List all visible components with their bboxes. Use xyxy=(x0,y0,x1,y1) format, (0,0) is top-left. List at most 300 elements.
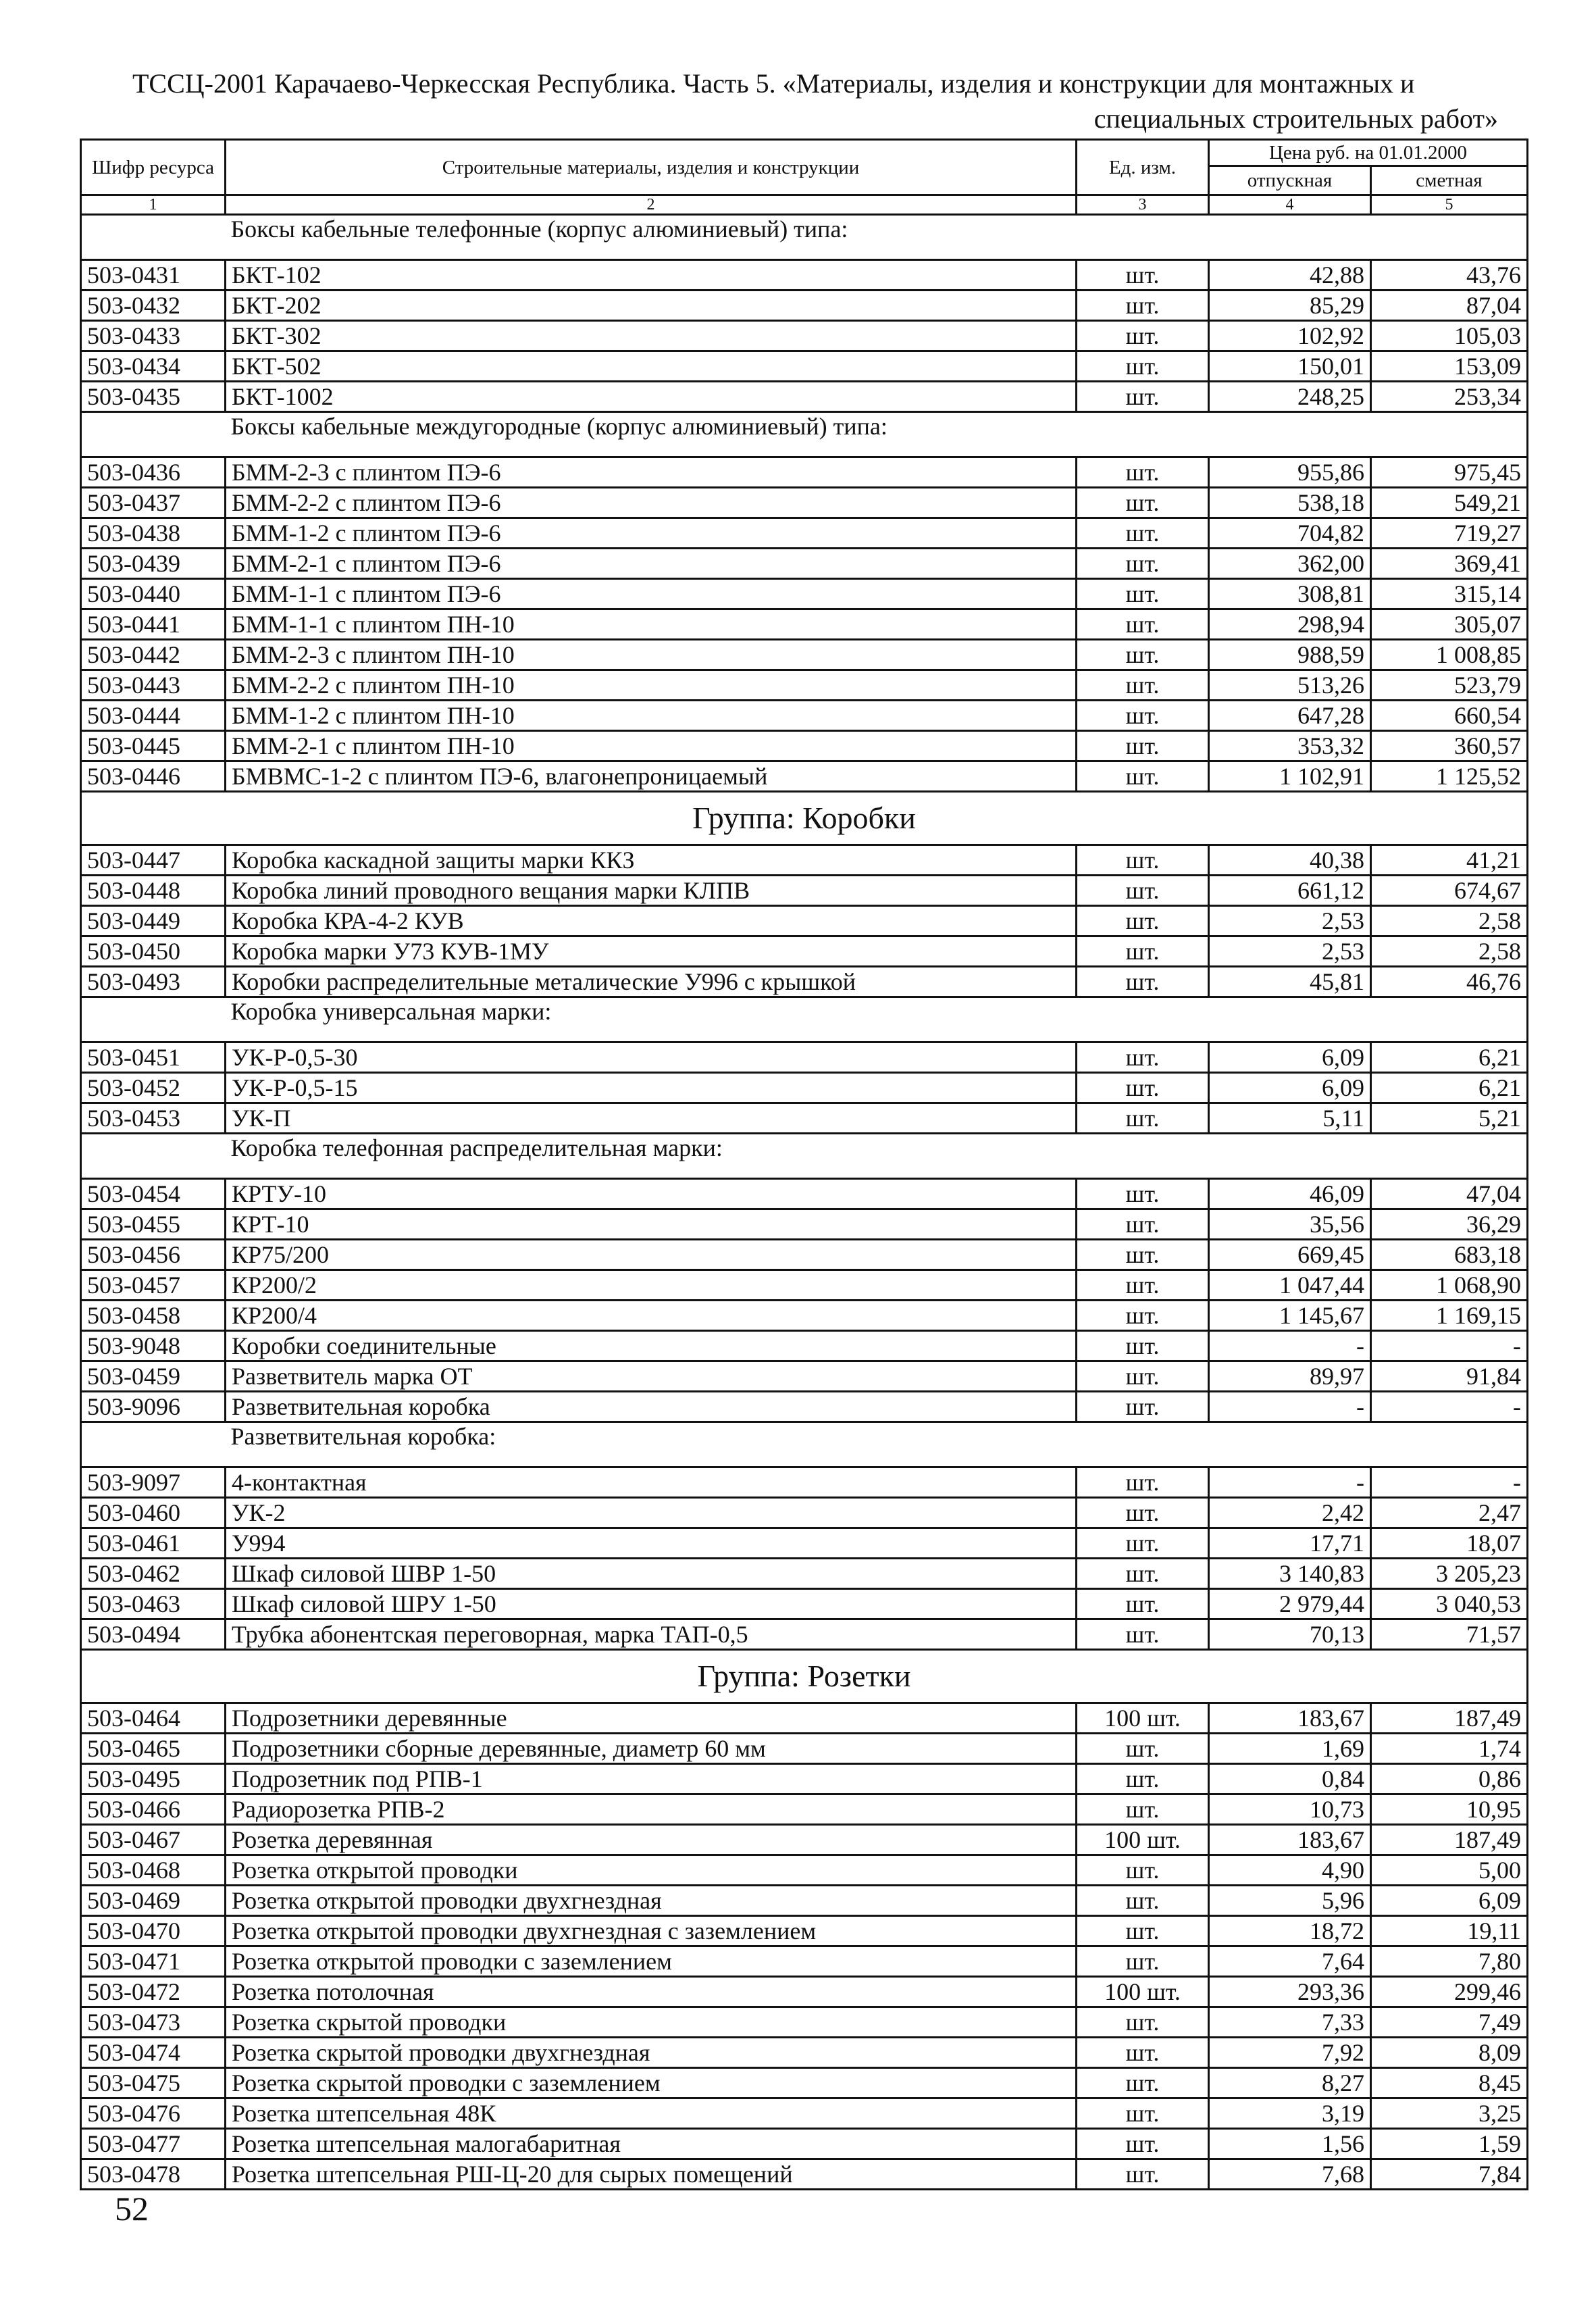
unit-cell: шт. xyxy=(1077,321,1209,351)
material-name: Подрозетники деревянные xyxy=(226,1703,1077,1734)
material-name: КР75/200 xyxy=(226,1240,1077,1270)
material-name: БММ-1-1 с плинтом ПЭ-6 xyxy=(226,579,1077,609)
table-row xyxy=(81,549,1528,579)
unit-cell: шт. xyxy=(1077,1270,1209,1301)
release-price: 538,18 xyxy=(1209,488,1371,518)
resource-code: 503-0474 xyxy=(81,2038,226,2068)
unit-cell: шт. xyxy=(1077,1764,1209,1794)
unit-cell: шт. xyxy=(1077,1331,1209,1361)
table-row xyxy=(81,260,1528,291)
resource-code: 503-0472 xyxy=(81,1977,226,2007)
section-spacer xyxy=(81,1134,226,1179)
material-name: Розетка штепсельная малогабаритная xyxy=(226,2129,1077,2159)
table-row xyxy=(81,2098,1528,2129)
table-row xyxy=(81,2129,1528,2159)
material-name: 4-контактная xyxy=(226,1467,1077,1498)
resource-code: 503-0464 xyxy=(81,1703,226,1734)
unit-cell: шт. xyxy=(1077,701,1209,731)
material-name: Розетка открытой проводки xyxy=(226,1855,1077,1886)
estimate-price: 41,21 xyxy=(1371,845,1528,876)
estimate-price: 674,67 xyxy=(1371,876,1528,906)
material-name: Коробка линий проводного вещания марки КЛПВ xyxy=(226,876,1077,906)
release-price: 2,53 xyxy=(1209,906,1371,936)
table-row xyxy=(81,1855,1528,1886)
resource-code: 503-0453 xyxy=(81,1103,226,1134)
release-price: 1 102,91 xyxy=(1209,761,1371,792)
material-name: УК-2 xyxy=(226,1498,1077,1528)
resource-code: 503-0437 xyxy=(81,488,226,518)
table-row xyxy=(81,640,1528,670)
material-name: УК-Р-0,5-30 xyxy=(226,1042,1077,1073)
release-price: 8,27 xyxy=(1209,2068,1371,2098)
resource-code: 503-0443 xyxy=(81,670,226,701)
unit-cell: шт. xyxy=(1077,1103,1209,1134)
material-name: Коробка каскадной защиты марки ККЗ xyxy=(226,845,1077,876)
release-price: 1,69 xyxy=(1209,1734,1371,1764)
material-name: УК-Р-0,5-15 xyxy=(226,1073,1077,1103)
material-name: УК-П xyxy=(226,1103,1077,1134)
release-price: 70,13 xyxy=(1209,1619,1371,1650)
section-spacer xyxy=(81,215,226,260)
material-name: БКТ-202 xyxy=(226,291,1077,321)
estimate-price: 1 008,85 xyxy=(1371,640,1528,670)
table-body xyxy=(81,215,1528,2190)
resource-code: 503-9097 xyxy=(81,1467,226,1498)
release-price: 661,12 xyxy=(1209,876,1371,906)
estimate-price: 549,21 xyxy=(1371,488,1528,518)
resource-code: 503-0445 xyxy=(81,731,226,761)
resource-code: 503-0462 xyxy=(81,1559,226,1589)
material-name: Коробки распределительные металические У996 с крышкой xyxy=(226,967,1077,997)
table-row xyxy=(81,1240,1528,1270)
release-price: 362,00 xyxy=(1209,549,1371,579)
estimate-price: 46,76 xyxy=(1371,967,1528,997)
material-name: БММ-2-2 с плинтом ПН-10 xyxy=(226,670,1077,701)
material-name: БММ-2-1 с плинтом ПН-10 xyxy=(226,731,1077,761)
unit-cell: шт. xyxy=(1077,1209,1209,1240)
estimate-price: 1 068,90 xyxy=(1371,1270,1528,1301)
estimate-price: 5,21 xyxy=(1371,1103,1528,1134)
release-price: 353,32 xyxy=(1209,731,1371,761)
material-name: Коробки соединительные xyxy=(226,1331,1077,1361)
release-price: 3 140,83 xyxy=(1209,1559,1371,1589)
unit-cell: шт. xyxy=(1077,936,1209,967)
release-price: 293,36 xyxy=(1209,1977,1371,2007)
resource-code: 503-0493 xyxy=(81,967,226,997)
resource-code: 503-0442 xyxy=(81,640,226,670)
unit-cell: шт. xyxy=(1077,670,1209,701)
release-price: 5,96 xyxy=(1209,1886,1371,1916)
estimate-price: 1 125,52 xyxy=(1371,761,1528,792)
unit-cell: шт. xyxy=(1077,1886,1209,1916)
material-name: Шкаф силовой ШРУ 1-50 xyxy=(226,1589,1077,1619)
material-name: Радиорозетка РПВ-2 xyxy=(226,1794,1077,1825)
table-row xyxy=(81,609,1528,640)
estimate-price: 36,29 xyxy=(1371,1209,1528,1240)
unit-cell: шт. xyxy=(1077,609,1209,640)
resource-code: 503-0448 xyxy=(81,876,226,906)
document-title-line-1: ТССЦ-2001 Карачаево-Черкесская Республика. Часть 5. «Материалы, изделия и конструкции для монтажных и xyxy=(132,68,1415,99)
estimate-price: 360,57 xyxy=(1371,731,1528,761)
resource-code: 503-0449 xyxy=(81,906,226,936)
release-price: 2,42 xyxy=(1209,1498,1371,1528)
unit-cell: шт. xyxy=(1077,351,1209,382)
material-name: КРТУ-10 xyxy=(226,1179,1077,1209)
resource-code: 503-0436 xyxy=(81,457,226,488)
estimate-price: 299,46 xyxy=(1371,1977,1528,2007)
resource-code: 503-0460 xyxy=(81,1498,226,1528)
release-price: 1 047,44 xyxy=(1209,1270,1371,1301)
estimate-price: 6,21 xyxy=(1371,1073,1528,1103)
resource-code: 503-0447 xyxy=(81,845,226,876)
table-row xyxy=(81,1886,1528,1916)
unit-cell: шт. xyxy=(1077,488,1209,518)
unit-cell: шт. xyxy=(1077,1855,1209,1886)
column-number-4: 4 xyxy=(1209,195,1371,215)
estimate-price: 1 169,15 xyxy=(1371,1301,1528,1331)
estimate-price: - xyxy=(1371,1331,1528,1361)
release-price: - xyxy=(1209,1331,1371,1361)
resource-code: 503-0454 xyxy=(81,1179,226,1209)
price-table xyxy=(80,139,1528,2190)
unit-cell: шт. xyxy=(1077,2098,1209,2129)
document-title-line-2: специальных строительных работ» xyxy=(1093,103,1498,134)
table-row xyxy=(81,291,1528,321)
unit-cell: шт. xyxy=(1077,1794,1209,1825)
estimate-price: - xyxy=(1371,1467,1528,1498)
release-price: 0,84 xyxy=(1209,1764,1371,1794)
release-price: 513,26 xyxy=(1209,670,1371,701)
release-price: 647,28 xyxy=(1209,701,1371,731)
release-price: 35,56 xyxy=(1209,1209,1371,1240)
unit-cell: шт. xyxy=(1077,1179,1209,1209)
section-row xyxy=(81,1422,1528,1467)
table-row xyxy=(81,1764,1528,1794)
material-name: БКТ-302 xyxy=(226,321,1077,351)
release-price: 2,53 xyxy=(1209,936,1371,967)
resource-code: 503-0440 xyxy=(81,579,226,609)
table-row xyxy=(81,967,1528,997)
resource-code: 503-0478 xyxy=(81,2159,226,2190)
table-row xyxy=(81,1589,1528,1619)
section-row xyxy=(81,412,1528,457)
resource-code: 503-0477 xyxy=(81,2129,226,2159)
column-number-3: 3 xyxy=(1077,195,1209,215)
table-row xyxy=(81,906,1528,936)
table-row xyxy=(81,1734,1528,1764)
column-number-5: 5 xyxy=(1371,195,1528,215)
material-name: Розетка штепсельная РШ-Ц-20 для сырых помещений xyxy=(226,2159,1077,2190)
table-row xyxy=(81,1361,1528,1392)
section-spacer xyxy=(81,1422,226,1467)
material-name: БММ-2-1 с плинтом ПЭ-6 xyxy=(226,549,1077,579)
unit-cell: шт. xyxy=(1077,640,1209,670)
section-row xyxy=(81,997,1528,1042)
resource-code: 503-9096 xyxy=(81,1392,226,1422)
table-row xyxy=(81,382,1528,412)
material-name: Трубка абонентская переговорная, марка ТАП-0,5 xyxy=(226,1619,1077,1650)
unit-cell: шт. xyxy=(1077,1916,1209,1946)
table-row xyxy=(81,670,1528,701)
estimate-price: 18,07 xyxy=(1371,1528,1528,1559)
release-price: 955,86 xyxy=(1209,457,1371,488)
group-heading: Группа: Коробки xyxy=(81,792,1528,845)
release-price: 7,92 xyxy=(1209,2038,1371,2068)
unit-cell: шт. xyxy=(1077,1528,1209,1559)
resource-code: 503-0438 xyxy=(81,518,226,549)
resource-code: 503-0446 xyxy=(81,761,226,792)
section-row xyxy=(81,215,1528,260)
release-price: 183,67 xyxy=(1209,1825,1371,1855)
table-row xyxy=(81,1916,1528,1946)
material-name: Разветвитель марка ОТ xyxy=(226,1361,1077,1392)
unit-cell: шт. xyxy=(1077,731,1209,761)
table-row xyxy=(81,321,1528,351)
estimate-price: 187,49 xyxy=(1371,1703,1528,1734)
release-price: 40,38 xyxy=(1209,845,1371,876)
table-row xyxy=(81,1331,1528,1361)
table-row xyxy=(81,1392,1528,1422)
estimate-price: 91,84 xyxy=(1371,1361,1528,1392)
table-row xyxy=(81,1703,1528,1734)
table-row xyxy=(81,1794,1528,1825)
estimate-price: 305,07 xyxy=(1371,609,1528,640)
estimate-price: 0,86 xyxy=(1371,1764,1528,1794)
unit-cell: шт. xyxy=(1077,906,1209,936)
release-price: - xyxy=(1209,1392,1371,1422)
release-price: 1 145,67 xyxy=(1209,1301,1371,1331)
release-price: 42,88 xyxy=(1209,260,1371,291)
material-name: Коробка КРА-4-2 КУВ xyxy=(226,906,1077,936)
release-price: 46,09 xyxy=(1209,1179,1371,1209)
section-spacer xyxy=(81,997,226,1042)
release-price: 89,97 xyxy=(1209,1361,1371,1392)
group-heading-row xyxy=(81,1650,1528,1703)
resource-code: 503-0435 xyxy=(81,382,226,412)
resource-code: 503-0473 xyxy=(81,2007,226,2038)
material-name: Розетка скрытой проводки двухгнездная xyxy=(226,2038,1077,2068)
estimate-price: 71,57 xyxy=(1371,1619,1528,1650)
material-name: БКТ-1002 xyxy=(226,382,1077,412)
table-row xyxy=(81,1270,1528,1301)
material-name: КРТ-10 xyxy=(226,1209,1077,1240)
table-row xyxy=(81,2007,1528,2038)
estimate-price: 5,00 xyxy=(1371,1855,1528,1886)
table-row xyxy=(81,701,1528,731)
section-title: Коробка телефонная распределительная марки: xyxy=(226,1134,1528,1179)
column-header-release-price: отпускная xyxy=(1209,166,1371,195)
estimate-price: - xyxy=(1371,1392,1528,1422)
release-price: 5,11 xyxy=(1209,1103,1371,1134)
material-name: КР200/4 xyxy=(226,1301,1077,1331)
column-number-1: 1 xyxy=(81,195,226,215)
resource-code: 503-0431 xyxy=(81,260,226,291)
unit-cell: шт. xyxy=(1077,2068,1209,2098)
resource-code: 503-0495 xyxy=(81,1764,226,1794)
release-price: 7,33 xyxy=(1209,2007,1371,2038)
estimate-price: 8,09 xyxy=(1371,2038,1528,2068)
resource-code: 503-0432 xyxy=(81,291,226,321)
material-name: Подрозетники сборные деревянные, диаметр 60 мм xyxy=(226,1734,1077,1764)
release-price: 7,64 xyxy=(1209,1946,1371,1977)
table-row xyxy=(81,2159,1528,2190)
estimate-price: 2,47 xyxy=(1371,1498,1528,1528)
unit-cell: шт. xyxy=(1077,2159,1209,2190)
column-header-name: Строительные материалы, изделия и конструкции xyxy=(226,140,1077,195)
resource-code: 503-0467 xyxy=(81,1825,226,1855)
table-row xyxy=(81,936,1528,967)
column-number-2: 2 xyxy=(226,195,1077,215)
estimate-price: 153,09 xyxy=(1371,351,1528,382)
resource-code: 503-0457 xyxy=(81,1270,226,1301)
unit-cell: шт. xyxy=(1077,579,1209,609)
resource-code: 503-0459 xyxy=(81,1361,226,1392)
release-price: 3,19 xyxy=(1209,2098,1371,2129)
resource-code: 503-9048 xyxy=(81,1331,226,1361)
estimate-price: 187,49 xyxy=(1371,1825,1528,1855)
release-price: 2 979,44 xyxy=(1209,1589,1371,1619)
unit-cell: 100 шт. xyxy=(1077,1825,1209,1855)
section-title: Коробка универсальная марки: xyxy=(226,997,1528,1042)
table-row xyxy=(81,579,1528,609)
estimate-price: 369,41 xyxy=(1371,549,1528,579)
unit-cell: шт. xyxy=(1077,1240,1209,1270)
material-name: БММ-1-2 с плинтом ПН-10 xyxy=(226,701,1077,731)
material-name: Розетка открытой проводки с заземлением xyxy=(226,1946,1077,1977)
resource-code: 503-0470 xyxy=(81,1916,226,1946)
section-title: Боксы кабельные междугородные (корпус алюминиевый) типа: xyxy=(226,412,1528,457)
table-row xyxy=(81,1467,1528,1498)
estimate-price: 3,25 xyxy=(1371,2098,1528,2129)
estimate-price: 253,34 xyxy=(1371,382,1528,412)
material-name: Розетка скрытой проводки с заземлением xyxy=(226,2068,1077,2098)
estimate-price: 719,27 xyxy=(1371,518,1528,549)
resource-code: 503-0434 xyxy=(81,351,226,382)
release-price: 18,72 xyxy=(1209,1916,1371,1946)
column-header-code: Шифр ресурса xyxy=(81,140,226,195)
release-price: 988,59 xyxy=(1209,640,1371,670)
unit-cell: шт. xyxy=(1077,1498,1209,1528)
estimate-price: 10,95 xyxy=(1371,1794,1528,1825)
table-row xyxy=(81,1073,1528,1103)
resource-code: 503-0450 xyxy=(81,936,226,967)
group-heading-row xyxy=(81,792,1528,845)
resource-code: 503-0466 xyxy=(81,1794,226,1825)
table-row xyxy=(81,761,1528,792)
material-name: Розетка открытой проводки двухгнездная с заземлением xyxy=(226,1916,1077,1946)
resource-code: 503-0471 xyxy=(81,1946,226,1977)
unit-cell: шт. xyxy=(1077,1559,1209,1589)
column-header-price: Цена руб. на 01.01.2000 xyxy=(1209,140,1528,166)
resource-code: 503-0461 xyxy=(81,1528,226,1559)
resource-code: 503-0441 xyxy=(81,609,226,640)
unit-cell: шт. xyxy=(1077,382,1209,412)
table-row xyxy=(81,1042,1528,1073)
resource-code: 503-0444 xyxy=(81,701,226,731)
unit-cell: шт. xyxy=(1077,1619,1209,1650)
material-name: БММ-2-2 с плинтом ПЭ-6 xyxy=(226,488,1077,518)
estimate-price: 523,79 xyxy=(1371,670,1528,701)
release-price: 669,45 xyxy=(1209,1240,1371,1270)
material-name: БММ-1-2 с плинтом ПЭ-6 xyxy=(226,518,1077,549)
material-name: БКТ-102 xyxy=(226,260,1077,291)
unit-cell: шт. xyxy=(1077,845,1209,876)
estimate-price: 1,74 xyxy=(1371,1734,1528,1764)
unit-cell: шт. xyxy=(1077,876,1209,906)
table-row xyxy=(81,1103,1528,1134)
material-name: Розетка штепсельная 48К xyxy=(226,2098,1077,2129)
resource-code: 503-0469 xyxy=(81,1886,226,1916)
unit-cell: шт. xyxy=(1077,549,1209,579)
unit-cell: шт. xyxy=(1077,1467,1209,1498)
resource-code: 503-0476 xyxy=(81,2098,226,2129)
unit-cell: шт. xyxy=(1077,1392,1209,1422)
material-name: Розетка открытой проводки двухгнездная xyxy=(226,1886,1077,1916)
resource-code: 503-0458 xyxy=(81,1301,226,1331)
unit-cell: шт. xyxy=(1077,518,1209,549)
estimate-price: 975,45 xyxy=(1371,457,1528,488)
estimate-price: 2,58 xyxy=(1371,936,1528,967)
table-row xyxy=(81,1946,1528,1977)
unit-cell: шт. xyxy=(1077,1734,1209,1764)
estimate-price: 7,80 xyxy=(1371,1946,1528,1977)
estimate-price: 105,03 xyxy=(1371,321,1528,351)
unit-cell: 100 шт. xyxy=(1077,1977,1209,2007)
table-row xyxy=(81,1619,1528,1650)
resource-code: 503-0439 xyxy=(81,549,226,579)
estimate-price: 3 040,53 xyxy=(1371,1589,1528,1619)
unit-cell: шт. xyxy=(1077,1073,1209,1103)
release-price: 10,73 xyxy=(1209,1794,1371,1825)
estimate-price: 315,14 xyxy=(1371,579,1528,609)
table-row xyxy=(81,1825,1528,1855)
unit-cell: шт. xyxy=(1077,2007,1209,2038)
release-price: 6,09 xyxy=(1209,1073,1371,1103)
release-price: 4,90 xyxy=(1209,1855,1371,1886)
resource-code: 503-0463 xyxy=(81,1589,226,1619)
table-row xyxy=(81,845,1528,876)
material-name: Коробка марки У73 КУВ-1МУ xyxy=(226,936,1077,967)
material-name: У994 xyxy=(226,1528,1077,1559)
release-price: 1,56 xyxy=(1209,2129,1371,2159)
unit-cell: шт. xyxy=(1077,1361,1209,1392)
material-name: Шкаф силовой ШВР 1-50 xyxy=(226,1559,1077,1589)
table-row xyxy=(81,351,1528,382)
table-row xyxy=(81,1528,1528,1559)
table-row xyxy=(81,2068,1528,2098)
resource-code: 503-0475 xyxy=(81,2068,226,2098)
estimate-price: 660,54 xyxy=(1371,701,1528,731)
resource-code: 503-0494 xyxy=(81,1619,226,1650)
unit-cell: 100 шт. xyxy=(1077,1703,1209,1734)
column-header-estimate-price: сметная xyxy=(1371,166,1528,195)
unit-cell: шт. xyxy=(1077,457,1209,488)
estimate-price: 47,04 xyxy=(1371,1179,1528,1209)
release-price: 6,09 xyxy=(1209,1042,1371,1073)
section-row xyxy=(81,1134,1528,1179)
resource-code: 503-0451 xyxy=(81,1042,226,1073)
table-row xyxy=(81,518,1528,549)
material-name: Розетка потолочная xyxy=(226,1977,1077,2007)
material-name: Разветвительная коробка xyxy=(226,1392,1077,1422)
estimate-price: 6,09 xyxy=(1371,1886,1528,1916)
release-price: 298,94 xyxy=(1209,609,1371,640)
material-name: БММ-2-3 с плинтом ПН-10 xyxy=(226,640,1077,670)
unit-cell: шт. xyxy=(1077,1946,1209,1977)
material-name: Розетка деревянная xyxy=(226,1825,1077,1855)
unit-cell: шт. xyxy=(1077,1042,1209,1073)
group-heading: Группа: Розетки xyxy=(81,1650,1528,1703)
